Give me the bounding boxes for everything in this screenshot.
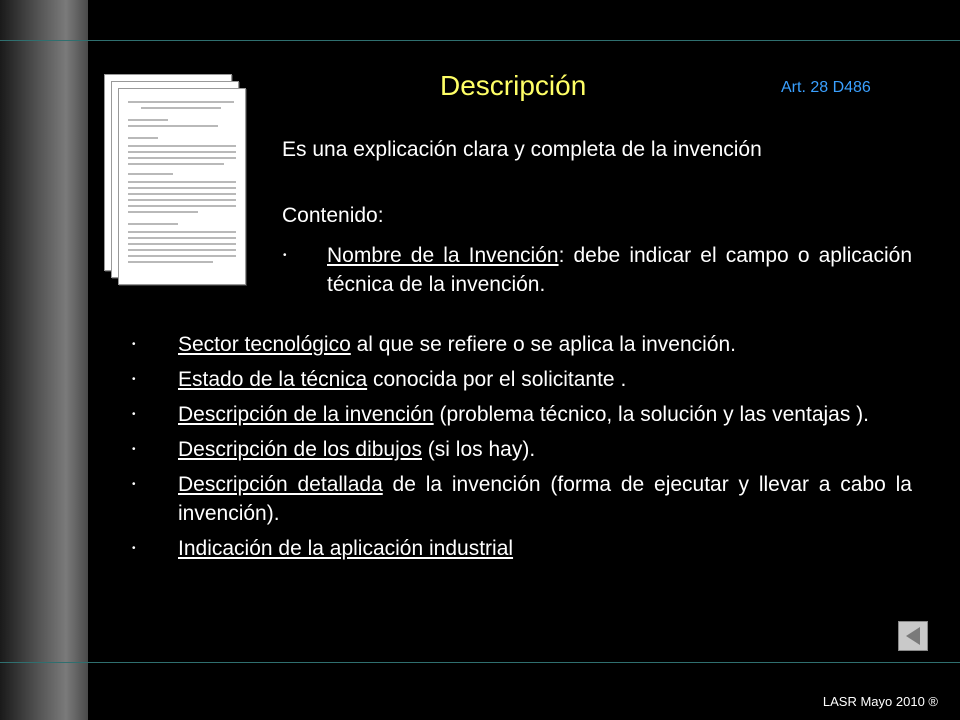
list-item	[132, 470, 912, 528]
bullet-icon: •	[132, 409, 136, 420]
list-item-text: al que se refiere o se aplica la invención.	[350, 333, 737, 356]
contents-list	[132, 330, 912, 569]
list-item-text: conocida por el solicitante .	[367, 368, 627, 391]
bullet-icon: •	[132, 339, 136, 350]
list-item	[283, 241, 912, 299]
list-item-keyword: Descripción detallada	[178, 473, 383, 496]
list-item-keyword: Descripción de los dibujos	[178, 438, 422, 461]
bullet-icon: •	[132, 543, 136, 554]
intro-text: Es una explicación clara y completa de la invención	[282, 138, 762, 161]
bullet-icon: •	[283, 250, 287, 261]
footer-credit: LASR Mayo 2010 ®	[822, 694, 938, 709]
left-gradient-bar	[0, 0, 88, 720]
list-item	[132, 534, 912, 563]
bullet-icon: •	[132, 374, 136, 385]
bottom-divider	[0, 662, 960, 663]
document-stack-icon	[104, 74, 254, 289]
list-item-keyword: Descripción de la invención	[178, 403, 434, 426]
list-item	[132, 400, 912, 429]
list-item	[132, 365, 912, 394]
list-item-text: de la invención (forma de ejecutar y llevar a cabo la invención).	[178, 473, 912, 525]
list-item-text: (si los hay).	[421, 438, 536, 461]
list-item	[132, 330, 912, 359]
contents-list-top	[283, 241, 912, 299]
list-item-text: (problema técnico, la solución y las ventajas ).	[433, 403, 870, 426]
list-item	[132, 435, 912, 464]
article-reference: Art. 28 D486	[781, 79, 871, 96]
bullet-icon: •	[132, 479, 136, 490]
list-item-keyword: Estado de la técnica	[178, 368, 368, 391]
slide-title: Descripción	[440, 70, 587, 101]
top-divider	[0, 40, 960, 41]
back-navigation-button[interactable]	[898, 621, 928, 651]
list-item-keyword: Nombre de la Invención	[327, 244, 559, 267]
document-sheet-front	[118, 88, 246, 285]
back-arrow-icon	[906, 627, 920, 645]
bullet-icon: •	[132, 444, 136, 455]
contents-label: Contenido:	[282, 204, 384, 227]
list-item-text: : debe indicar el campo o aplicación técnica de la invención.	[327, 244, 912, 296]
list-item-keyword: Indicación de la aplicación industrial	[178, 537, 514, 560]
list-item-keyword: Sector tecnológico	[178, 333, 351, 356]
